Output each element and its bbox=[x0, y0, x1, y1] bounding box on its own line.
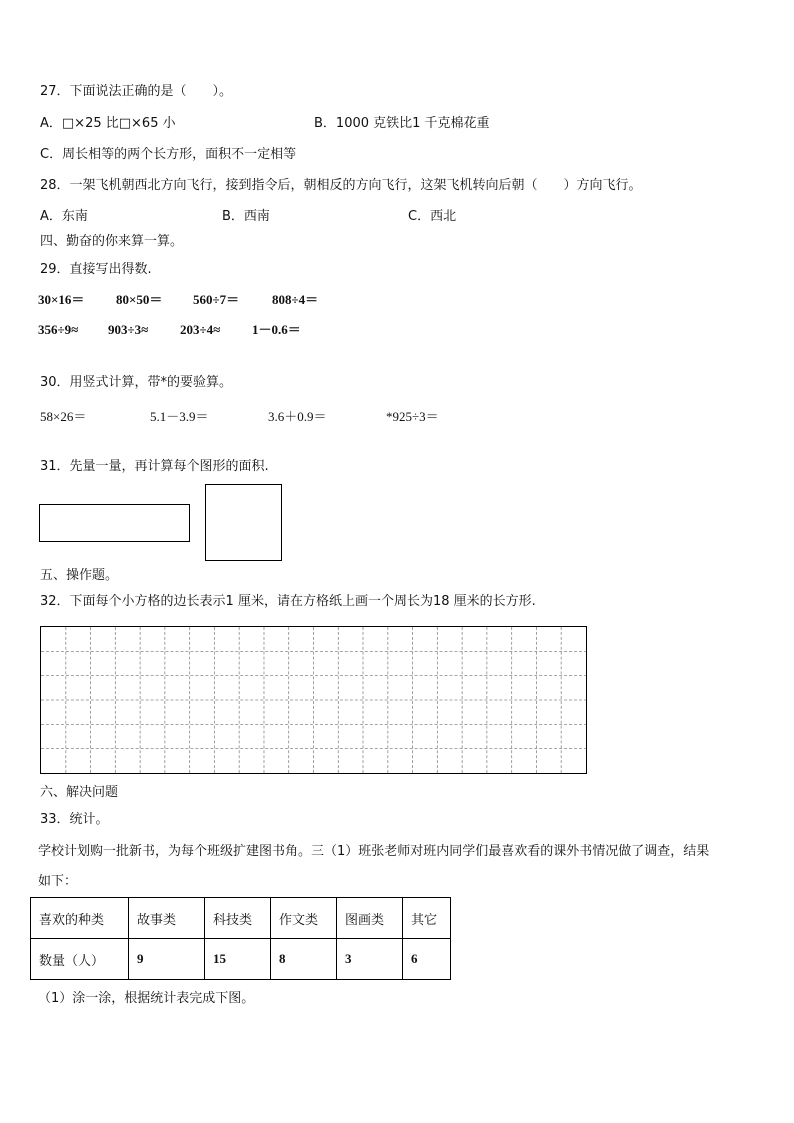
table-cell: 作文类 bbox=[271, 898, 337, 939]
rectangle-figure bbox=[39, 504, 190, 542]
table-cell: 15 bbox=[205, 939, 271, 980]
q30-item: *925÷3＝ bbox=[386, 409, 439, 424]
q33-intro-line1: 学校计划购一批新书，为每个班级扩建图书角。三（1）班张老师对班内同学们最喜欢看的课外书情况做了调查，结果 bbox=[38, 844, 710, 859]
q29-stem: 29．直接写出得数. bbox=[40, 262, 152, 277]
table-cell: 6 bbox=[403, 939, 451, 980]
q29-item: 203÷4≈ bbox=[180, 322, 221, 337]
table-row bbox=[31, 939, 451, 980]
q29-item: 903÷3≈ bbox=[108, 322, 149, 337]
section-4-heading: 四、勤奋的你来算一算。 bbox=[40, 234, 184, 249]
q31-stem: 31．先量一量，再计算每个图形的面积. bbox=[40, 459, 269, 474]
q27-option-c: C．周长相等的两个长方形，面积不一定相等 bbox=[40, 147, 297, 162]
q28-option-a: A．东南 bbox=[40, 209, 88, 224]
table-cell: 数量（人） bbox=[31, 939, 129, 980]
q28-stem: 28．一架飞机朝西北方向飞行，接到指令后，朝相反的方向飞行，这架飞机转向后朝（ ）方向飞行。 bbox=[40, 178, 642, 193]
q33-stem: 33．统计。 bbox=[40, 812, 109, 827]
table-cell: 喜欢的种类 bbox=[31, 898, 129, 939]
q27-stem: 27．下面说法正确的是（ ）。 bbox=[40, 84, 233, 99]
q28-option-b: B．西南 bbox=[222, 209, 270, 224]
q33-subquestion-1: （1）涂一涂，根据统计表完成下图。 bbox=[38, 991, 255, 1006]
q28-option-c: C．西北 bbox=[408, 209, 457, 224]
table-cell: 3 bbox=[337, 939, 403, 980]
q30-item: 5.1－3.9＝ bbox=[150, 409, 209, 424]
q29-item: 356÷9≈ bbox=[38, 322, 79, 337]
q27-option-a: A．□×25 比□×65 小 bbox=[40, 116, 176, 131]
table-cell: 图画类 bbox=[337, 898, 403, 939]
table-cell: 科技类 bbox=[205, 898, 271, 939]
q29-item: 80×50＝ bbox=[116, 292, 163, 307]
square-grid-paper[interactable] bbox=[40, 626, 587, 774]
square-figure bbox=[205, 484, 282, 561]
q29-item: 1－0.6＝ bbox=[252, 322, 301, 337]
table-cell: 8 bbox=[271, 939, 337, 980]
section-6-heading: 六、解决问题 bbox=[40, 785, 119, 800]
grid-lines bbox=[41, 627, 586, 773]
q32-stem: 32．下面每个小方格的边长表示1 厘米，请在方格纸上画一个周长为18 厘米的长方形. bbox=[40, 594, 536, 609]
q30-item: 3.6＋0.9＝ bbox=[268, 409, 327, 424]
section-5-heading: 五、操作题。 bbox=[40, 568, 119, 583]
q30-item: 58×26＝ bbox=[40, 409, 87, 424]
survey-table bbox=[30, 897, 451, 980]
q29-item: 808÷4＝ bbox=[272, 292, 319, 307]
table-header-row bbox=[31, 898, 451, 939]
q27-option-b: B．1000 克铁比1 千克棉花重 bbox=[314, 116, 490, 131]
table-cell: 其它 bbox=[403, 898, 451, 939]
table-cell: 故事类 bbox=[129, 898, 205, 939]
q29-item: 560÷7＝ bbox=[193, 292, 240, 307]
q33-intro-line2: 如下： bbox=[38, 874, 78, 889]
table-cell: 9 bbox=[129, 939, 205, 980]
q29-item: 30×16＝ bbox=[38, 292, 85, 307]
q30-stem: 30．用竖式计算，带*的要验算。 bbox=[40, 375, 233, 390]
